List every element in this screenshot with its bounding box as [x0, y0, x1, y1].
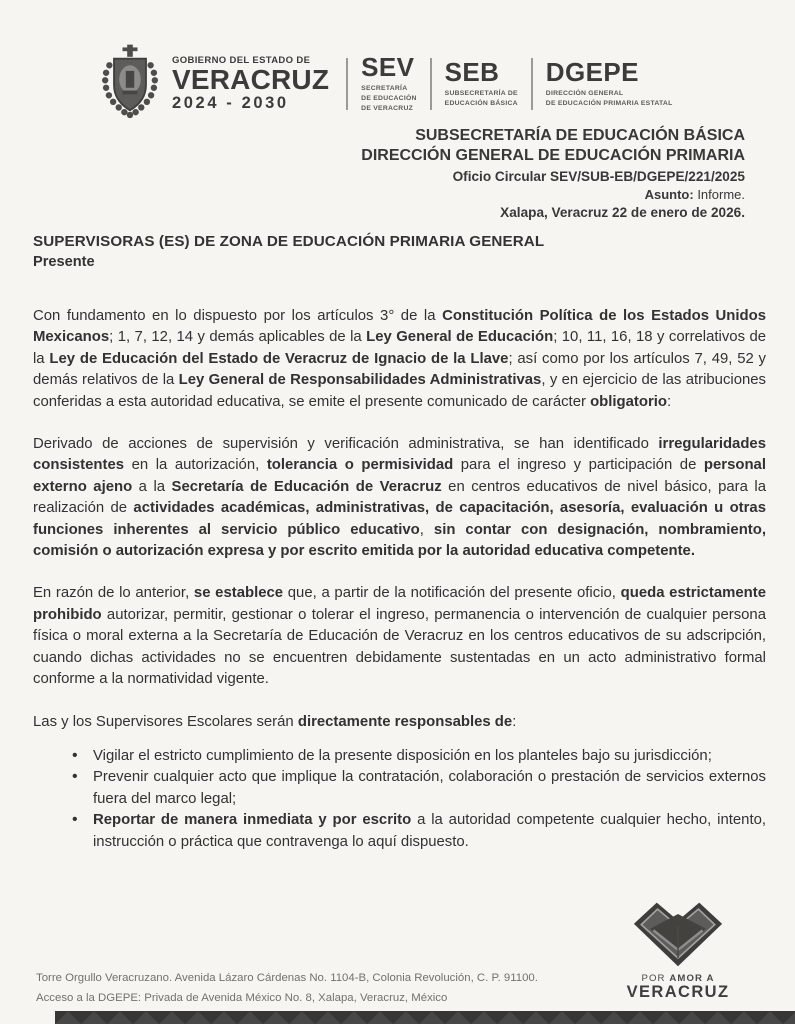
subject-line	[361, 186, 745, 204]
date-line: Xalapa, Veracruz 22 de enero de 2026.	[500, 205, 745, 220]
gov-line3: 2024 - 2030	[172, 94, 289, 113]
list-item: • Prevenir cualquier acto que implique la contratación, colaboración o prestación de servicios externos fuera del marco legal;	[66, 767, 766, 810]
dgepe-acronym: DGEPE	[545, 57, 639, 88]
sev-subline: DE EDUCACIÓN	[361, 95, 417, 103]
subject-label: Asunto:	[644, 187, 694, 202]
addressee-presente: Presente	[33, 254, 95, 270]
oficio-number: Oficio Circular SEV/SUB-EB/DGEPE/221/2025	[452, 169, 745, 184]
sev-subline: SECRETARÍA	[361, 85, 408, 93]
slogan-line2: VERACRUZ	[626, 983, 730, 1001]
addressee-title: SUPERVISORAS (ES) DE ZONA DE EDUCACIÓN PRIMARIA GENERAL	[33, 233, 545, 250]
sev-logo	[361, 54, 417, 114]
paragraph-legal-basis: Con fundamento en lo dispuesto por los artículos 3° de la Constitución Política de los Estados Unidos Mexicanos; 1, 7, 12, 14 y demás aplicables de la Ley General de Educación; 10, 11, 16, 18 y correlativos de la Ley de Educación del Estado de Veracruz de Ignacio de la Llave; así como por los artículos 7, 49, 52 y demás relativos de la Ley General de Responsabilidades Administrativas, y en ejercicio de las atribuciones conferidas a esta autoridad educativa, se emite el presente comunicado de carácter obligatorio:	[33, 308, 767, 410]
seb-acronym: SEB	[444, 57, 500, 88]
slogan-mid: AMOR A	[669, 973, 715, 984]
gov-line1: GOBIERNO DEL ESTADO DE	[172, 54, 311, 66]
veracruz-gov-logo	[172, 55, 329, 114]
footer-address-line2: Acceso a la DGEPE: Privada de Avenida México No. 8, Xalapa, Veracruz, México	[36, 991, 448, 1004]
seb-subline: SUBSECRETARÍA DE	[444, 90, 518, 98]
dgepe-logo	[546, 59, 673, 109]
header-divider	[531, 58, 533, 110]
veracruz-coat-of-arms-icon	[100, 43, 160, 125]
dgepe-subline: DIRECCIÓN GENERAL	[545, 90, 624, 98]
header-divider	[346, 58, 348, 110]
letter-body	[33, 306, 766, 853]
sev-acronym: SEV	[361, 52, 415, 83]
paragraph-findings: Derivado de acciones de supervisión y verificación administrativa, se han identificado irregularidades consistentes en la autorización, tolerancia o permisividad para el ingreso y participación de personal externo ajeno a la Secretaría de Educación de Veracruz en centros educativos de nivel básico, para la realización de actividades académicas, administrativas, de capacitación, asesoría, evaluación u otras funciones inherentes al servicio público educativo, sin contar con designación, nombramiento, comisión o autorización expresa y por escrito emitida por la autoridad educativa competente.	[33, 436, 766, 560]
office-title-line1: SUBSECRETARÍA DE EDUCACIÓN BÁSICA	[415, 127, 745, 144]
letterhead	[100, 40, 672, 128]
sev-subline: DE VERACRUZ	[361, 104, 414, 112]
responsibilities-intro: Las y los Supervisores Escolares serán directamente responsables de:	[33, 713, 517, 730]
seb-subline: EDUCACIÓN BÁSICA	[444, 100, 518, 107]
list-item: • Reportar de manera inmediata y por escrito a la autoridad competente cualquier hecho, intento, instrucción o práctica que contravenga lo aquí dispuesto.	[66, 810, 766, 853]
paragraph-prohibition: En razón de lo anterior, se establece que, a partir de la notificación del presente oficio, queda estrictamente prohibido autorizar, permitir, gestionar o tolerar el ingreso, permanencia o intervención de cualquier persona física o moral externa a la Secretaría de Educación de Veracruz en los centros educativos de su adscripción, cuando dichas actividades no se encuentren debidamente sustentadas en un acto administrativo formal conforme a la normatividad vigente.	[33, 585, 767, 688]
slogan-pre: POR	[641, 973, 670, 984]
footer-address-line1: Torre Orgullo Veracruzano. Avenida Lázaro Cárdenas No. 1104-B, Colonia Revolución, C. P. 91100.	[36, 972, 538, 984]
subject-value: Informe.	[697, 187, 745, 202]
seb-logo	[445, 59, 518, 109]
responsibilities-list	[66, 746, 766, 853]
faceted-heart-icon	[629, 894, 727, 970]
por-amor-a-veracruz-logo	[615, 894, 741, 1001]
footer-address	[36, 969, 538, 1008]
list-item: • Vigilar el estricto cumplimiento de la presente disposición en los planteles bajo su jurisdicción;	[66, 746, 766, 767]
office-title-line2: DIRECCIÓN GENERAL DE EDUCACIÓN PRIMARIA	[361, 146, 745, 164]
decorative-zigzag-band	[55, 1011, 795, 1024]
dgepe-subline: DE EDUCACIÓN PRIMARIA ESTATAL	[545, 100, 673, 107]
gov-line2: VERACRUZ	[172, 63, 330, 95]
title-block	[361, 126, 745, 222]
addressee-block	[33, 233, 544, 270]
header-divider	[430, 58, 432, 110]
